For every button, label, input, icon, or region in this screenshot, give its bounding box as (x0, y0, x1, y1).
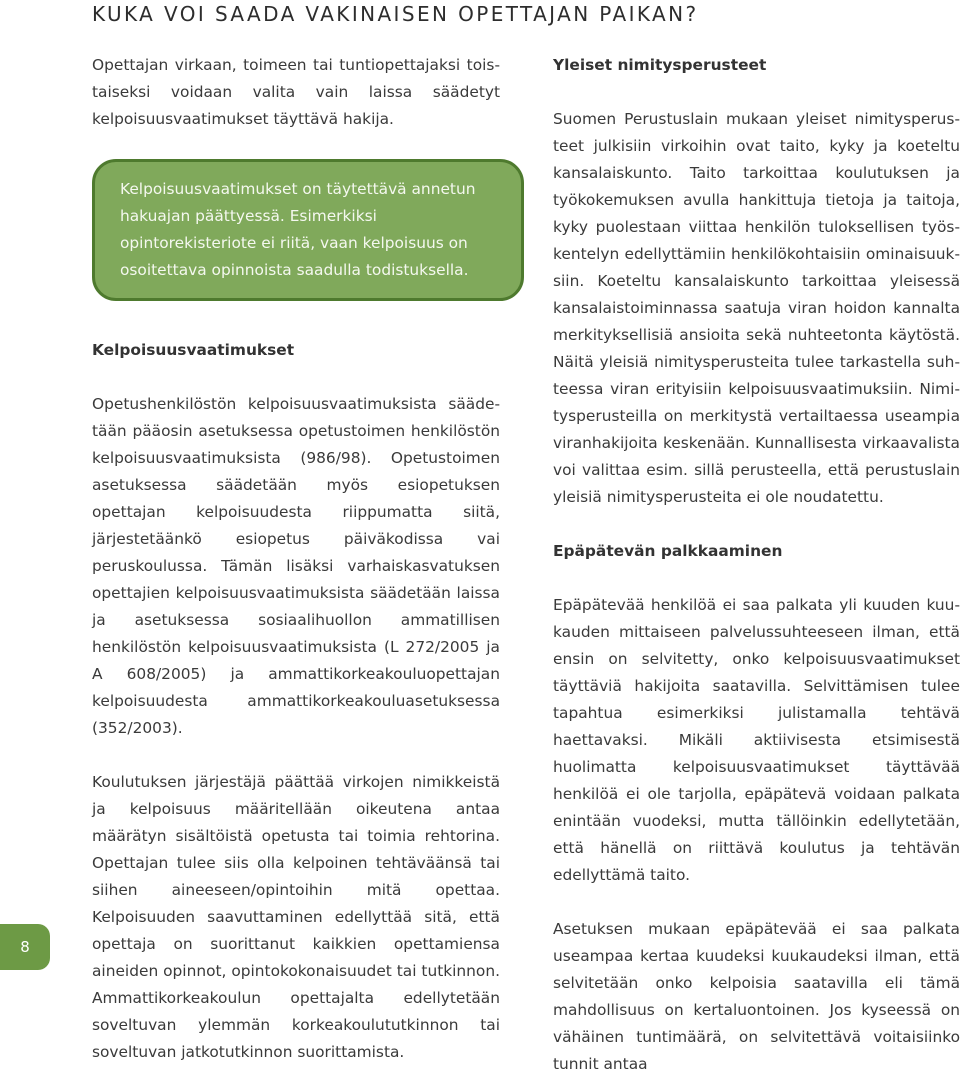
right-column (553, 52, 960, 1078)
kelpoisuusvaatimukset-paragraph: Opetushenkilöstön kelpoisuusvaatimuksista säädetään pääosin asetuksessa opetustoimen henkilöstön kelpoisuusvaatimuksista (986/98). Opetustoimen asetuksessa säädetään myös esiopetuksen opettajan kelpoisuudesta riippumatta siitä, järjestetäänkö esiopetus päiväkodissa vai peruskoulussa. Tämän lisäksi varhaiskasvatuksen opettajien kelpoisuusvaatimuksista säädetään laissa ja asetuksessa sosiaalihuollon ammatillisen henkilöstön kelpoisuusvaatimuksista (L 272/2005 ja A 608/2005) ja ammattikorkeakouluopettajan kelpoisuudesta ammattikorkeakouluasetuksessa (352/2003). (92, 395, 500, 737)
section-heading-yleiset-nimitysperusteet: Yleiset nimitysperusteet (553, 56, 767, 74)
section-heading-epapatevan-palkkaaminen: Epäpätevän palkkaaminen (553, 542, 783, 560)
section-heading-kelpoisuusvaatimukset: Kelpoisuusvaatimukset (92, 341, 295, 359)
koulutuksen-jarjestaja-paragraph: Koulutuksen järjestäjä päättää virkojen nimikkeistä ja kelpoisuus määritellään oikeutena antaa määrätyn sisältöistä opetusta tai toimia rehtorina. Opettajan tulee siis olla kelpoinen tehtäväänsä tai siihen aineeseen/opintoihin mitä opettaa. Kelpoisuuden saavuttaminen edellyttää sitä, että opettaja on suorittanut kaikkien opettamiensa aineiden opinnot, opintokokonaisuudet tai tutkinnon. Ammattikorkeakoulun opettajalta edellytetään soveltuvan ylemmän korkeakoulututkinnon tai soveltuvan jatkotutkinnon suorittamista. (92, 773, 500, 1061)
asetuksen-mukaan-paragraph: Asetuksen mukaan epäpätevää ei saa palkata useampaa kertaa kuudeksi kuukaudeksi ilman, että selvitetään onko kelpoisia saatavilla eli tämä mahdollisuus on kertaluontoinen. Jos kyseessä on vähäinen tuntimäärä, on selvitettävä voitaisiinko tunnit antaa (553, 920, 960, 1073)
intro-paragraph: Opettajan virkaan, toimeen tai tuntiopettajaksi toistaiseksi voidaan valita vain laissa säädetyt kelpoisuusvaatimukset täyttävä hakija. (92, 56, 500, 128)
highlight-callout-box (92, 159, 524, 301)
page-title: KUKA VOI SAADA VAKINAISEN OPETTAJAN PAIKAN? (92, 2, 699, 26)
nimitysperusteet-paragraph: Suomen Perustuslain mukaan yleiset nimitysperusteet julkisiin virkoihin ovat taito, kyky ja koeteltu kansalaiskunto. Taito tarkoittaa koulutuksen ja työkokemuksen avulla hankittuja tietoja ja taitoja, kyky puolestaan viittaa henkilön tuloksellisen työskentelyn edellyttämiin henkilökohtaisiin ominaisuuksiin. Koeteltu kansalaiskunto tarkoittaa yleisessä kansalaistoiminnassa saatuja viran hoidon kannalta merkityksellisiä ansioita sekä nuhteetonta käytöstä. Näitä yleisiä nimitysperusteita tulee tarkastella suhteessa viran erityisiin kelpoisuusvaatimuksiin. Nimitysperusteilla on merkitystä vertailtaessa useampia viranhakijoita keskenään. Kunnallisesta virkaavalista voi valittaa esim. sillä perusteella, että perustuslain yleisiä nimitysperusteita ei ole noudatettu. (553, 110, 960, 506)
callout-text: Kelpoisuusvaatimukset on täytettävä annetun hakuajan päättyessä. Esimerkiksi opintorekisteriote ei riitä, vaan kelpoisuus on osoitettava opinnoista saadulla todistuksella. (120, 180, 476, 279)
epapatevan-palkkaaminen-paragraph: Epäpätevää henkilöä ei saa palkata yli kuuden kuukauden mittaiseen palvelussuhteeseen ilman, että ensin on selvitetty, onko kelpoisuusvaatimukset täyttäviä hakijoita saatavilla. Selvittämisen tulee tapahtua esimerkiksi julistamalla tehtävä haettavaksi. Mikäli aktiivisesta etsimisestä huolimatta kelpoisuusvaatimukset täyttävää henkilöä ei ole tarjolla, epäpätevä voidaan palkata enintään vuodeksi, mutta tällöinkin edellytetään, että hänellä on riittävä koulutus ja tehtävän edellyttämä taito. (553, 596, 960, 884)
page-number (0, 924, 50, 970)
left-column (92, 52, 500, 1066)
page-number-label: 8 (20, 938, 30, 956)
